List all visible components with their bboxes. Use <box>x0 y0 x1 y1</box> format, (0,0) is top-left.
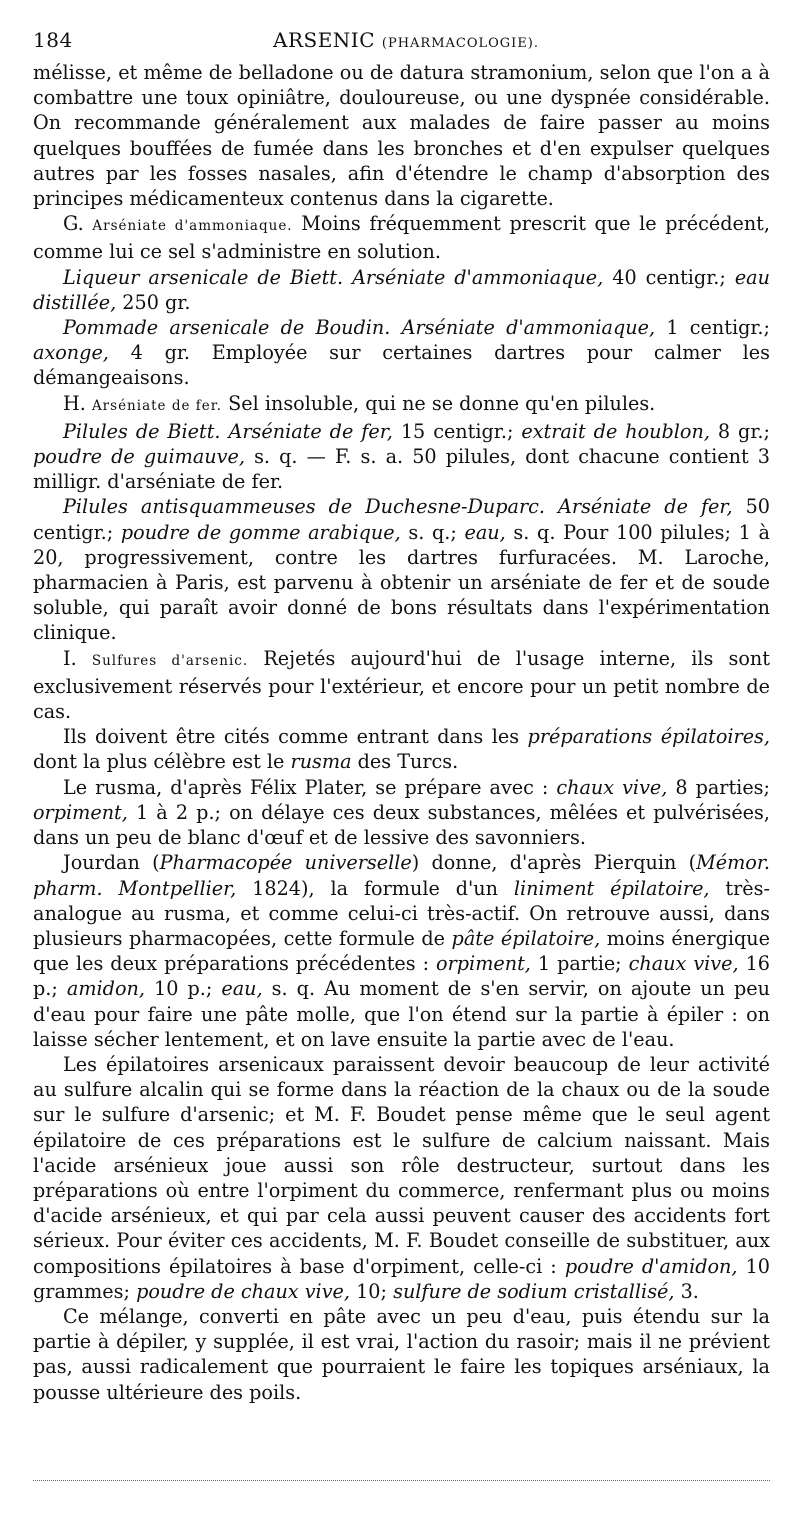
paragraph <box>33 1052 770 1304</box>
italic-run: chaux vive, <box>628 952 739 976</box>
italic-run: poudre de chaux vive, <box>136 1279 350 1303</box>
footer-dotted-rule <box>33 1480 770 1481</box>
smallcaps-heading: Sulfures d'arsenic. <box>91 652 249 669</box>
paragraph <box>33 265 770 315</box>
text-run: moins énergique que les deux préparations précédentes : <box>33 926 770 976</box>
text-run: 40 centigr.; <box>603 265 735 289</box>
italic-run: pâte épilatoire, <box>451 926 601 950</box>
paragraph <box>33 646 770 725</box>
text-run: Le rusma, d'après Félix Plater, se prépare avec : <box>63 775 557 799</box>
running-title-sub: (PHARMACOLOGIE). <box>381 36 540 51</box>
text-run: mélisse, et même de belladone ou de datura stramonium, selon que l'on a à combattre une toux opiniâtre, douloureuse, ou une dyspnée considérable. On recommande généralement aux malades de faire passer au moins quelques bouffées de fumée dans les bronches et d'en expulser quelques autres par les fosses nasales, afin d'étendre le champ d'absorption des principes médicamenteux contenus dans la cigarette. <box>33 61 770 211</box>
paragraph <box>33 315 770 391</box>
text-run: 15 centigr.; <box>392 419 522 443</box>
text-run: 10 grammes; <box>33 1254 770 1303</box>
paragraph <box>33 391 770 419</box>
italic-run: Pharmacopée universelle <box>159 851 412 875</box>
text-run: I. <box>63 646 92 670</box>
text-run: Jourdan ( <box>63 851 160 875</box>
page-number: 184 <box>33 28 73 52</box>
italic-run: amidon, <box>66 977 145 1001</box>
italic-run: eau, <box>464 520 506 544</box>
paragraph <box>33 419 770 495</box>
text-run: 3. <box>674 1279 699 1303</box>
text-run: 50 centigr.; <box>33 495 770 544</box>
text-run: H. <box>63 391 92 415</box>
text-run: s. q.; <box>400 520 465 544</box>
italic-run: eau, <box>221 977 263 1001</box>
paragraph <box>33 724 770 774</box>
italic-run: extrait de houblon, <box>521 419 710 443</box>
paragraph <box>33 494 770 645</box>
italic-run: liniment épilatoire, <box>513 876 710 900</box>
text-run: s. q. Au moment de s'en servir, on ajoute un peu d'eau pour faire une pâte molle, que l'on étend sur la partie à épiler : on laisse sécher lentement, et on lave ensuite la partie avec de l'eau. <box>33 977 771 1051</box>
smallcaps-heading: Arséniate de fer. <box>91 397 222 414</box>
italic-run: Liqueur arsenicale de Biett. Arséniate d'ammoniaque, <box>63 265 604 289</box>
text-run: 1 centigr.; <box>655 316 770 340</box>
text-run: 250 gr. <box>116 290 191 314</box>
text-run: Rejetés aujourd'hui de l'usage interne, ils sont exclusivement réservés pour l'extérieur, et encore pour un petit nombre de cas. <box>33 646 770 724</box>
text-run: Moins fréquemment prescrit que le précédent, comme lui ce sel s'administre en solution. <box>33 212 770 264</box>
running-header <box>33 28 770 58</box>
running-title <box>273 28 539 52</box>
text-run: 8 gr.; <box>709 419 770 443</box>
paragraph <box>33 60 770 211</box>
text-run: 1 à 2 p.; on délaye ces deux substances, mêlées et pulvérisées, dans un peu de blanc d'œuf et de lessive des savonniers. <box>33 800 770 850</box>
text-run: ) donne, d'après Pierquin ( <box>411 851 697 875</box>
text-run: Ce mélange, converti en pâte avec un peu d'eau, puis étendu sur la partie à dépiler, y supplée, il est vrai, l'action du rasoir; mais il ne prévient pas, aussi radicalement que pourraient le faire les topiques arséniaux, la pousse ultérieure des poils. <box>33 1304 770 1404</box>
text-run: 4 gr. Employée sur certaines dartres pour calmer les démangeaisons. <box>33 341 770 390</box>
text-run: 10; <box>350 1279 394 1303</box>
paragraph <box>33 211 770 264</box>
text-run: très-analogue au rusma, et comme celui-ci très-actif. On retrouve aussi, dans plusieurs pharmacopées, cette formule de <box>33 876 770 950</box>
text-run: 1 partie; <box>530 952 629 976</box>
italic-run: chaux vive, <box>556 775 668 799</box>
italic-run: axonge, <box>33 341 109 365</box>
text-run: 1824), la formule d'un <box>236 876 514 900</box>
italic-run: orpiment, <box>436 952 531 976</box>
text-run: Ils doivent être cités comme entrant dans les <box>63 725 528 749</box>
paragraph <box>33 775 770 851</box>
italic-run: poudre d'amidon, <box>564 1254 738 1278</box>
italic-run: rusma <box>290 750 352 774</box>
text-run: dont la plus célèbre est le <box>33 750 291 774</box>
italic-run: eau distillée, <box>33 265 770 314</box>
italic-run: poudre de gomme arabique, <box>120 520 401 544</box>
paragraph <box>33 850 770 1052</box>
italic-run: sulfure de sodium cristallisé, <box>393 1279 675 1303</box>
text-run: 8 parties; <box>667 775 770 799</box>
paragraph <box>33 1304 770 1405</box>
italic-run: orpiment, <box>33 800 128 824</box>
italic-run: Mémor. pharm. Montpellier, <box>33 851 770 900</box>
text-run: s. q. — F. s. a. 50 pilules, dont chacune contient 3 milligr. d'arséniate de fer. <box>33 445 770 494</box>
text-run: des Turcs. <box>351 750 459 774</box>
body-text <box>33 60 770 1405</box>
text-run: G. <box>63 212 93 236</box>
italic-run: Pilules antisquammeuses de Duchesne-Duparc. Arséniate de fer, <box>63 495 733 519</box>
text-run: s. q. Pour 100 pilules; 1 à 20, progressivement, contre les dartres furfuracées. M. Laroche, pharmacien à Paris, est parvenu à obtenir un arséniate de fer et de soude soluble, qui paraît avoir donné de bons résultats dans l'expérimentation clinique. <box>33 520 770 645</box>
text-run: 10 p.; <box>144 977 222 1001</box>
italic-run: préparations épilatoires, <box>527 725 770 749</box>
italic-run: Pilules de Biett. Arséniate de fer, <box>63 419 393 443</box>
text-run: Les épilatoires arsenicaux paraissent devoir beaucoup de leur activité au sulfure alcalin qui se forme dans la réaction de la chaux ou de la soude sur le sulfure d'arsenic; et M. F. Boudet pense même que le seul agent épilatoire de ces préparations est le sulfure de calcium naissant. Mais l'acide arsénieux joue aussi son rôle destructeur, surtout dans les préparations où entre l'orpiment du commerce, renfermant plus ou moins d'acide arsénieux, et qui par cela aussi peuvent causer des accidents fort sérieux. Pour éviter ces accidents, M. F. Boudet conseille de substituer, aux compositions épilatoires à base d'orpiment, celle-ci : <box>33 1052 770 1278</box>
running-title-main: ARSENIC <box>273 28 376 52</box>
italic-run: poudre de guimauve, <box>33 445 245 469</box>
text-run: Sel insoluble, qui ne se donne qu'en pilules. <box>222 391 656 415</box>
text-run: 16 p.; <box>33 952 771 1001</box>
italic-run: Pommade arsenicale de Boudin. Arséniate d'ammoniaque, <box>63 316 656 340</box>
smallcaps-heading: Arséniate d'ammoniaque. <box>92 218 293 235</box>
